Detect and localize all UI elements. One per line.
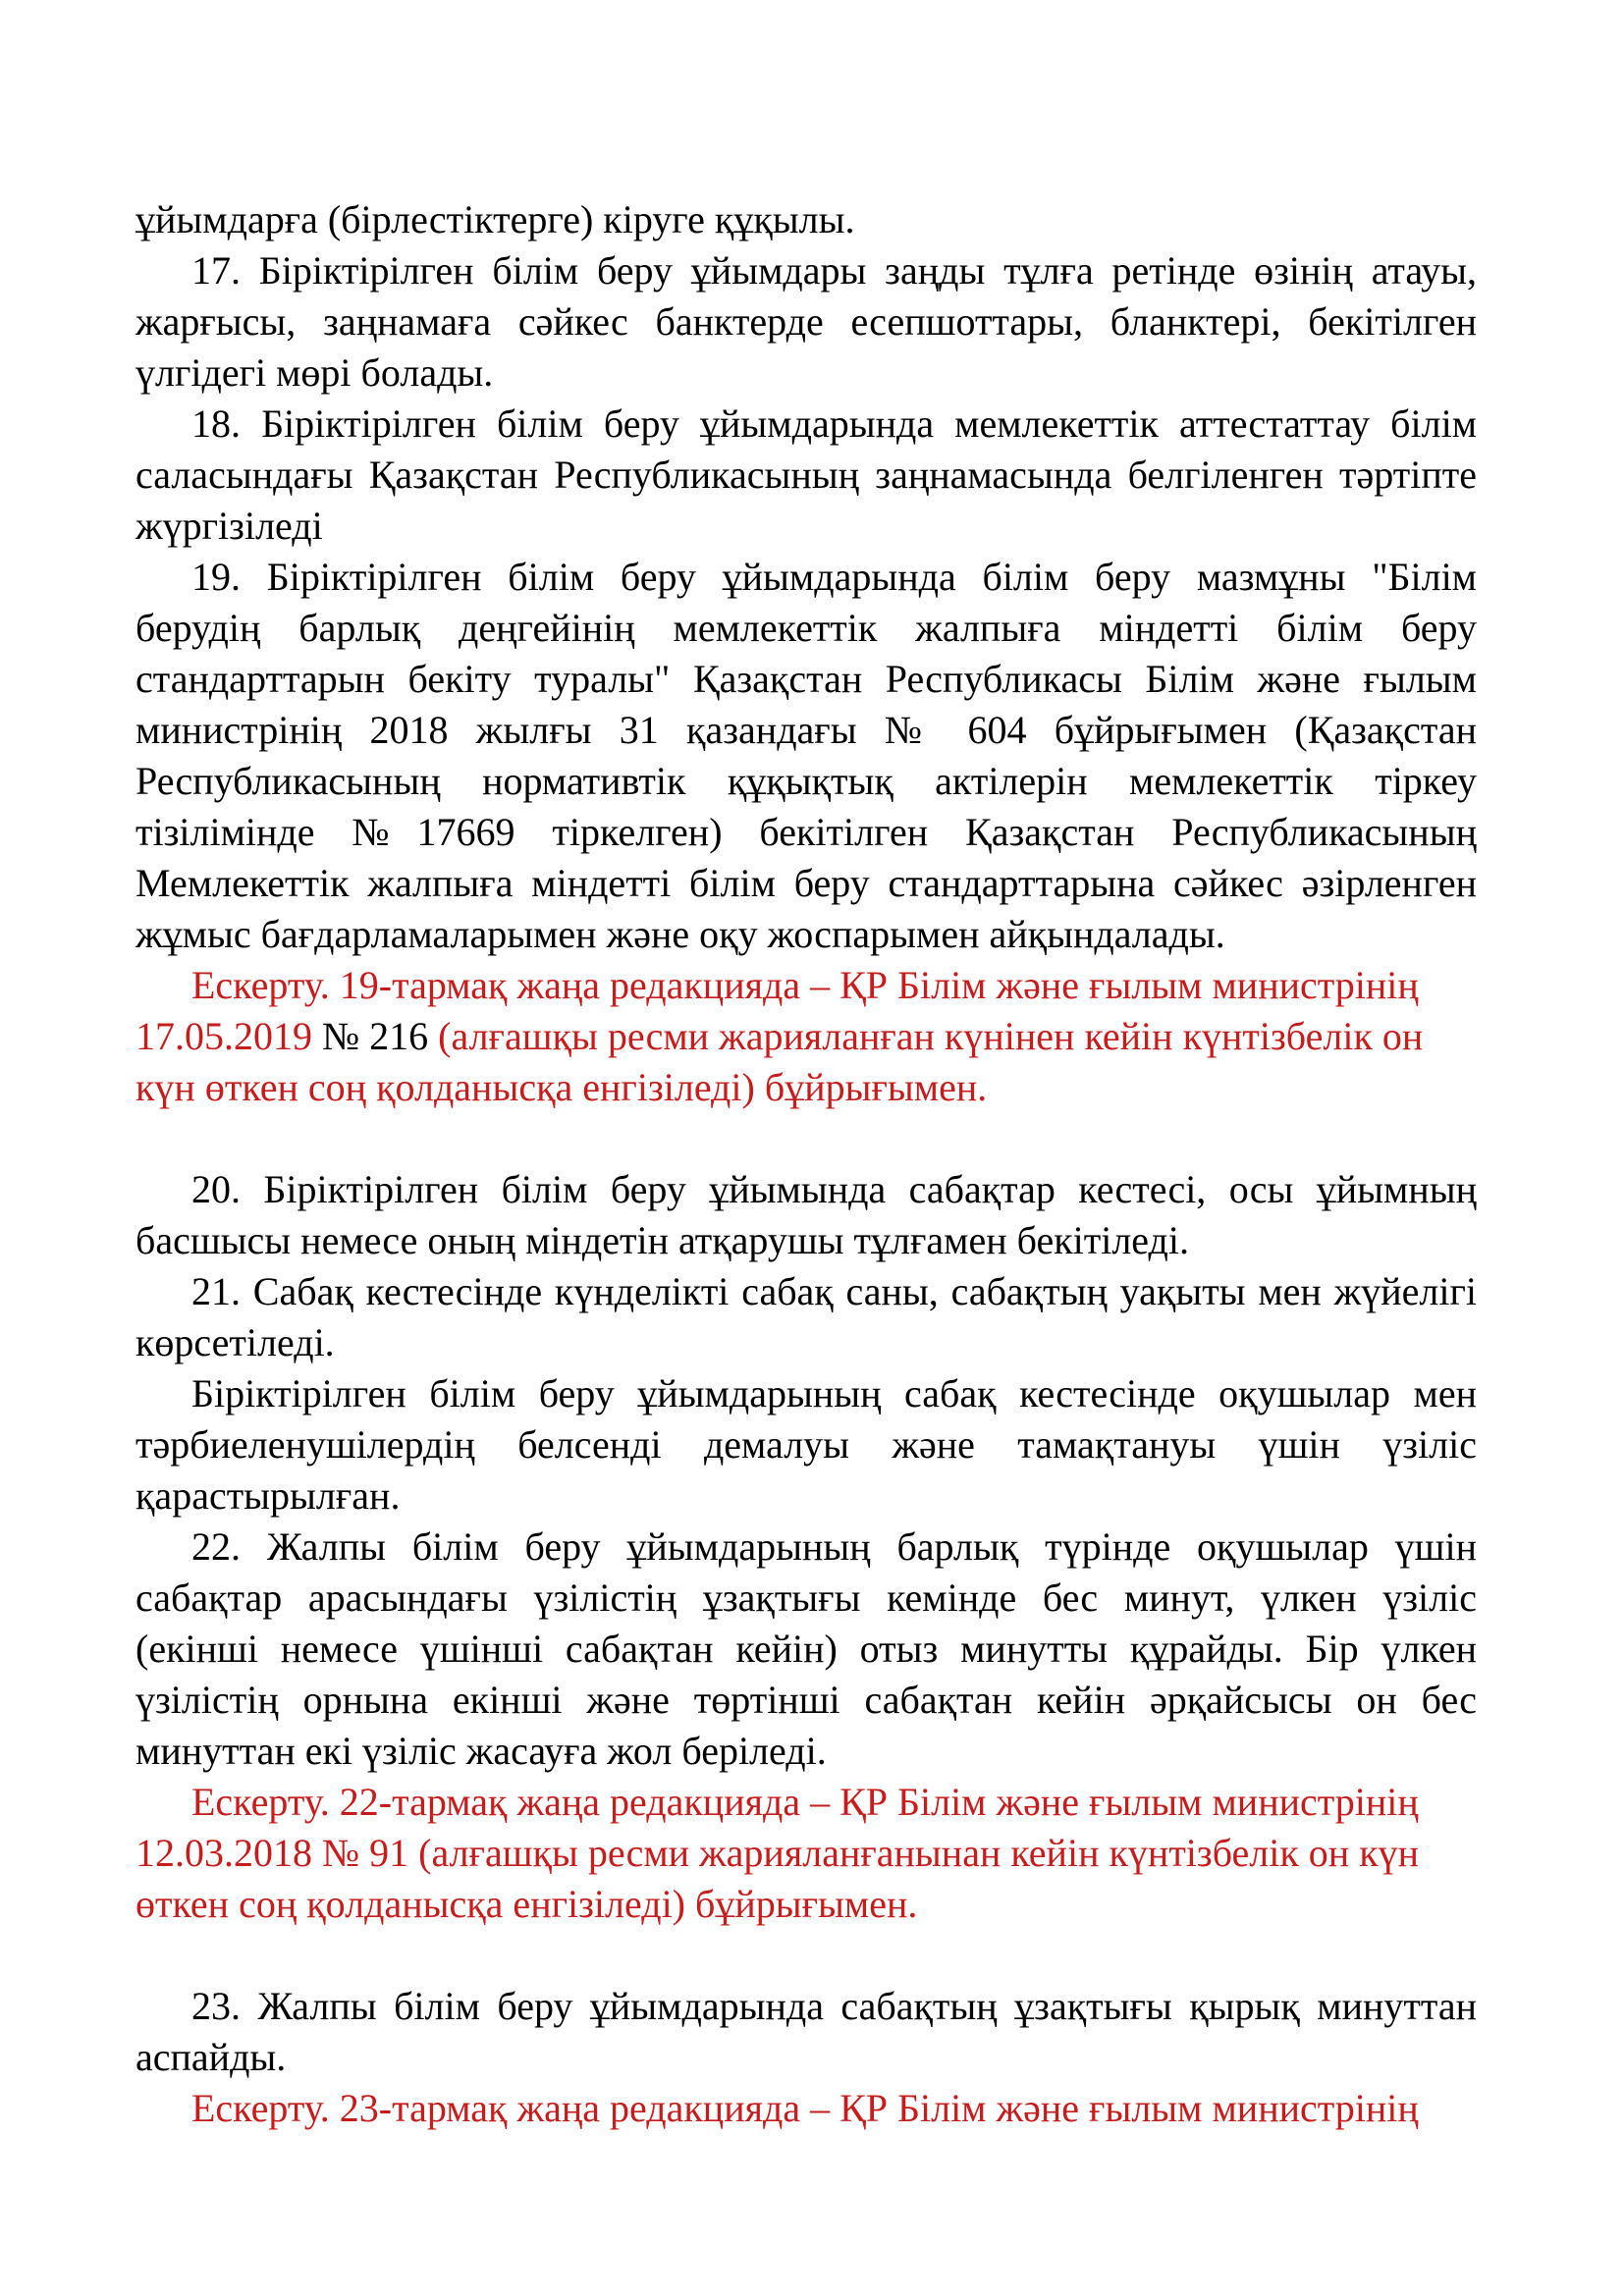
note-19-order-number: № 216 bbox=[322, 1014, 439, 1058]
paragraph-21: 21. Сабақ кестесінде күнделікті сабақ саны, сабақтың уақыты мен жүйелігі көрсетіледі. bbox=[135, 1269, 1477, 1364]
paragraph-17: 17. Біріктірілген білім беру ұйымдары заңды тұлға ретінде өзінің атауы, жарғысы, заңнамаға сәйкес банктерде есепшоттары, бланктері, бекітілген үлгідегі мөрі болады. bbox=[135, 248, 1477, 395]
paragraph-20: 20. Біріктірілген білім беру ұйымында сабақтар кестесі, осы ұйымның басшысы немесе оның міндетін атқарушы тұлғамен бекітіледі. bbox=[135, 1167, 1477, 1262]
note-19-text-before: Ескерту. 19-тармақ жаңа редакцияда – ҚР Білім және ғылым министрінің 17.05.2019 bbox=[135, 963, 1419, 1058]
paragraph-continuation: ұйымдарға (бірлестіктерге) кіруге құқылы. bbox=[135, 197, 855, 241]
paragraph-21-continued: Біріктірілген білім беру ұйымдарының сабақ кестесінде оқушылар мен тәрбиеленушілердің белсенді демалуы және тамақтануы үшін үзіліс қарастырылған. bbox=[135, 1371, 1477, 1518]
paragraph-18: 18. Біріктірілген білім беру ұйымдарында мемлекеттік аттестаттау білім саласындағы Қазақстан Республикасының заңнамасында белгіленген тәртіпте жүргізіледі bbox=[135, 401, 1477, 548]
paragraph-23: 23. Жалпы білім беру ұйымдарында сабақтың ұзақтығы қырық минуттан аспайды. bbox=[135, 1984, 1477, 2079]
document-content bbox=[135, 194, 1477, 2134]
paragraph-19: 19. Біріктірілген білім беру ұйымдарында білім беру мазмұны "Білім берудің барлық деңгейінің мемлекеттік жалпыға міндетті білім беру стандарттарын бекіту туралы" Қазақстан Республикасы Білім және ғылым министрінің 2018 жылғы 31 қазандағы № 604 бұйрығымен (Қазақстан Республикасының нормативтік құқықтық актілерін мемлекеттік тіркеу тізілімінде №17669 тіркелген) бекітілген Қазақстан Республикасының Мемлекеттік жалпыға міндетті білім беру стандарттарына сәйкес әзірленген жұмыс бағдарламаларымен және оқу жоспарымен айқындалады. bbox=[135, 555, 1477, 956]
note-22: Ескерту. 22-тармақ жаңа редакцияда – ҚР Білім және ғылым министрінің 12.03.2018 № 91 (алғашқы ресми жарияланғанынан кейін күнтізбелік он күн өткен соң қолданысқа енгізіледі) бұйрығымен. bbox=[135, 1780, 1420, 1926]
note-23: Ескерту. 23-тармақ жаңа редакцияда – ҚР Білім және ғылым министрінің bbox=[191, 2086, 1419, 2130]
paragraph-22: 22. Жалпы білім беру ұйымдарының барлық түрінде оқушылар үшін сабақтар арасындағы үзілістің ұзақтығы кемінде бес минут, үлкен үзіліс (екінші немесе үшінші сабақтан кейін) отыз минутты құрайды. Бір үлкен үзілістің орнына екінші және төртінші сабақтан кейін әрқайсысы он бес минуттан екі үзіліс жасауға жол беріледі. bbox=[135, 1524, 1477, 1773]
note-19 bbox=[135, 960, 1477, 1113]
note-19-text-after: (алғашқы ресми жарияланған күнінен кейін күнтізбелік он күн өткен соң қолданысқа енгізіледі) бұйрығымен. bbox=[135, 1014, 1424, 1109]
